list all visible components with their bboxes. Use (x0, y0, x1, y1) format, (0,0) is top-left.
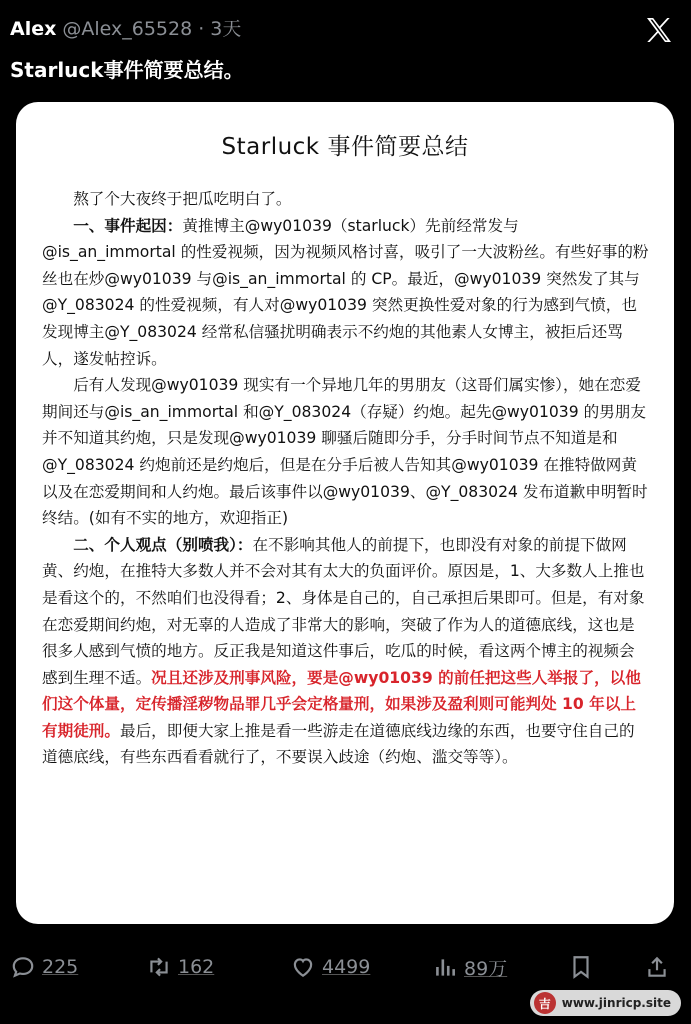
document-title: Starluck 事件简要总结 (221, 134, 469, 160)
views-button[interactable] (432, 954, 507, 981)
action-bar (0, 947, 691, 987)
share-button[interactable] (644, 954, 670, 980)
share-icon (644, 954, 670, 980)
reply-icon (10, 954, 36, 980)
author-handle-time[interactable]: @Alex_65528 · 3天 (62, 18, 242, 40)
watermark-badge: 吉 (534, 992, 556, 1014)
document-body (42, 186, 650, 771)
repost-button[interactable] (146, 954, 214, 980)
section2-end-text: 最后，即便大家上推是看一些游走在道德底线边缘的东西，也要守住自己的道德底线，有些东西看看就行了，不要误入歧途（约炮、滥交等等）。 (42, 721, 635, 767)
bookmark-button[interactable] (568, 954, 594, 980)
repost-count: 162 (178, 956, 215, 978)
section1-heading: 一、事件起因： (73, 216, 183, 235)
section2-red-text: 况且还涉及刑事风险，要是@wy01039 的前任把这些人举报了，以他们这个体量，定传播淫秽物品罪几乎会定格量刑，如果涉及盈利则可能判处 10 年以上有期徒刑。 (42, 668, 641, 740)
section2-text: 在不影响其他人的前提下，也即没有对象的前提下做网黄、约炮，在推特大多数人并不会对其有太大的负面评价。原因是，1、大多数人上推也是看这个的，不然咱们也没得看；2、身体是自己的，自己承担后果即可。但是，有对象在恋爱期间约炮，对无辜的人造成了非常大的影响，突破了作为人的道德底线，这也是很多人感到气愤的地方。反正我是知道这件事后，吃瓜的时候，看这两个博主的视频会感到生理不适。 (42, 535, 645, 687)
x-logo-icon[interactable] (643, 14, 675, 46)
section1-text: 黄推博主@wy01039（starluck）先前经常发与@is_an_immortal 的性爱视频，因为视频风格讨喜，吸引了一大波粉丝。有些好事的粉丝也在炒@wy01039 与@is_an_immortal 的 CP。最近，@wy01039 突然发了其与@Y_083024 的性爱视频，有人对@wy01039 突然更换性爱对象的行为感到气愤，也发现博主@Y_083024 经常私信骚扰明确表示不约炮的其他素人女博主，被拒后还骂人，遂发帖控诉。 (42, 216, 649, 368)
section2-paragraph (42, 532, 650, 771)
views-icon (432, 954, 458, 980)
site-watermark (530, 990, 681, 1016)
reply-count: 225 (42, 956, 79, 978)
reply-button[interactable] (10, 954, 78, 980)
repost-icon (146, 954, 172, 980)
like-icon (290, 954, 316, 980)
attached-image-document[interactable] (16, 102, 674, 924)
views-count: 89万 (464, 957, 508, 980)
like-button[interactable] (290, 954, 370, 980)
watermark-text: www.jinricp.site (561, 996, 671, 1010)
section1-paragraph (42, 213, 650, 373)
paragraph2: 后有人发现@wy01039 现实有一个异地几年的男朋友（这哥们属实惨），她在恋爱期间还与@is_an_immortal 和@Y_083024（存疑）约炮。起先@wy01039 的男朋友并不知道其约炮，只是发现@wy01039 聊骚后随即分手，分手时间节点不知道是和@Y_083024 约炮前还是约炮后，但是在分手后被人告知其@wy01039 在推特做网黄以及在恋爱期间和人约炮。最后该事件以@wy01039、@Y_083024 发布道歉申明暂时终结。(如有不实的地方，欢迎指正) (42, 376, 648, 528)
author-name[interactable]: Alex (10, 18, 57, 40)
intro-paragraph: 熬了个大夜终于把瓜吃明白了。 (73, 190, 292, 208)
section2-heading: 二、个人观点（别喷我）： (73, 535, 253, 554)
post-header (10, 14, 681, 48)
tweet-text: Starluck事件简要总结。 (10, 58, 244, 82)
bookmark-icon (568, 954, 594, 980)
like-count: 4499 (322, 956, 371, 978)
